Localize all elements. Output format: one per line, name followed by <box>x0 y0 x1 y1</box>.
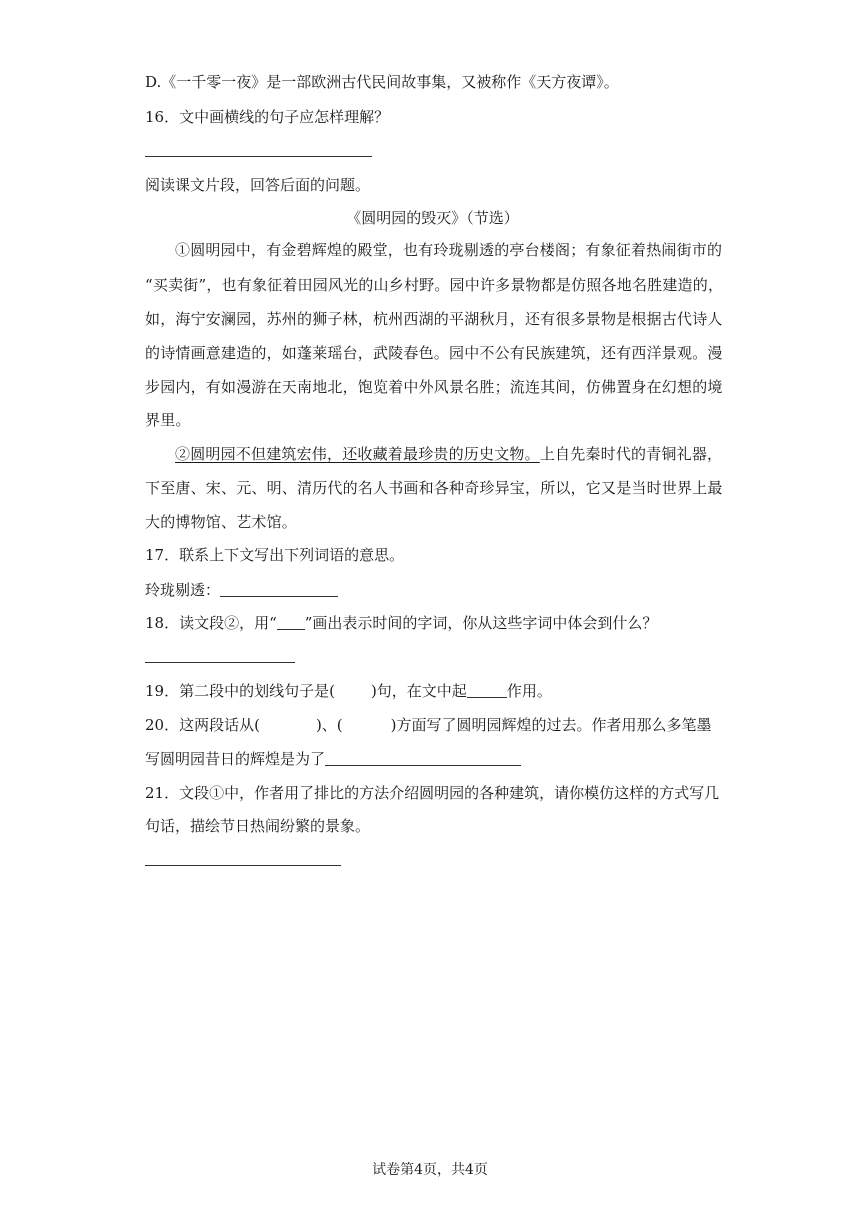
question-19-part-b: )句，在文中起 <box>370 682 467 700</box>
question-21-line-1: 21．文段①中，作者用了排比的方法介绍圆明园的各种建筑，请你模仿这样的方式写几 <box>145 784 720 802</box>
page-footer: 试卷第4页，共4页 <box>372 1162 488 1178</box>
question-21-line-2: 句话，描绘节日热闹纷繁的景象。 <box>145 817 371 835</box>
answer-line-20[interactable] <box>325 750 521 766</box>
question-16: 16．文中画横线的句子应怎样理解？ <box>145 108 390 126</box>
question-20-part-b: )、( <box>315 716 343 734</box>
question-20-part-a: 20．这两段话从( <box>145 716 260 734</box>
passage-p1-line-5: 步园内，有如漫游在天南地北，饱览着中外风景名胜；流连其间，仿佛置身在幻想的境 <box>145 378 723 396</box>
question-17: 17．联系上下文写出下列词语的意思。 <box>145 546 405 564</box>
question-17-term <box>145 580 720 600</box>
question-19-part-a: 19．第二段中的划线句子是( <box>145 682 335 700</box>
question-20 <box>145 715 720 735</box>
passage-p1-line-1: ①圆明园中，有金碧辉煌的殿堂，也有玲珑剔透的亭台楼阁；有象征着热闹街市的 <box>175 241 723 259</box>
passage-p2-line-2: 下至唐、宋、元、明、清历代的名人书画和各种奇珍异宝，所以，它又是当时世界上最 <box>145 479 723 497</box>
answer-line-18[interactable] <box>145 662 295 663</box>
passage-p1-line-2: “买卖街”，也有象征着田园风光的山乡村野。园中许多景物都是仿照各地名胜建造的， <box>145 276 724 294</box>
passage-p2-line-1 <box>145 444 723 464</box>
question-20-line-2-text: 写圆明园昔日的辉煌是为了 <box>145 750 326 768</box>
question-19 <box>145 681 720 701</box>
passage-p2-line-3: 大的博物馆、艺术馆。 <box>145 513 298 531</box>
passage-title: 《圆明园的毁灭》（节选） <box>346 209 519 227</box>
answer-line-16[interactable] <box>145 156 372 157</box>
question-20-part-c: )方面写了圆明园辉煌的过去。作者用那么多笔墨 <box>390 716 712 734</box>
passage-p2-line-1-rest: 上自先秦时代的青铜礼器， <box>539 445 723 463</box>
term-label: 玲珑剔透： <box>145 581 221 599</box>
answer-line-19b[interactable] <box>467 682 507 698</box>
underlined-sentence: ②圆明园不但建筑宏伟，还收藏着最珍贵的历史文物。 <box>175 445 540 463</box>
answer-line-17[interactable] <box>220 581 338 597</box>
option-d: D.《一千零一夜》是一部欧洲古代民间故事集，又被称作《天方夜谭》。 <box>145 73 619 91</box>
passage-p1-line-3: 如，海宁安澜园，苏州的狮子林，杭州西湖的平湖秋月，还有很多景物是根据古代诗人 <box>145 310 723 328</box>
question-18 <box>145 613 720 633</box>
instruction: 阅读课文片段，回答后面的问题。 <box>145 176 371 194</box>
passage-p1-line-4: 的诗情画意建造的，如蓬莱瑶台，武陵春色。园中不公有民族建筑，还有西洋景观。漫 <box>145 344 723 362</box>
answer-line-21[interactable] <box>145 865 341 866</box>
passage-p1-line-6: 界里。 <box>145 411 191 429</box>
question-18-part-a: 18．读文段②，用“ <box>145 614 277 632</box>
question-20-line-2 <box>145 749 720 769</box>
question-19-part-c: 作用。 <box>506 682 552 700</box>
question-18-part-b: ”画出表示时间的字词，你从这些字词中体会到什么？ <box>304 614 658 632</box>
marker-underline-sample <box>277 614 305 630</box>
